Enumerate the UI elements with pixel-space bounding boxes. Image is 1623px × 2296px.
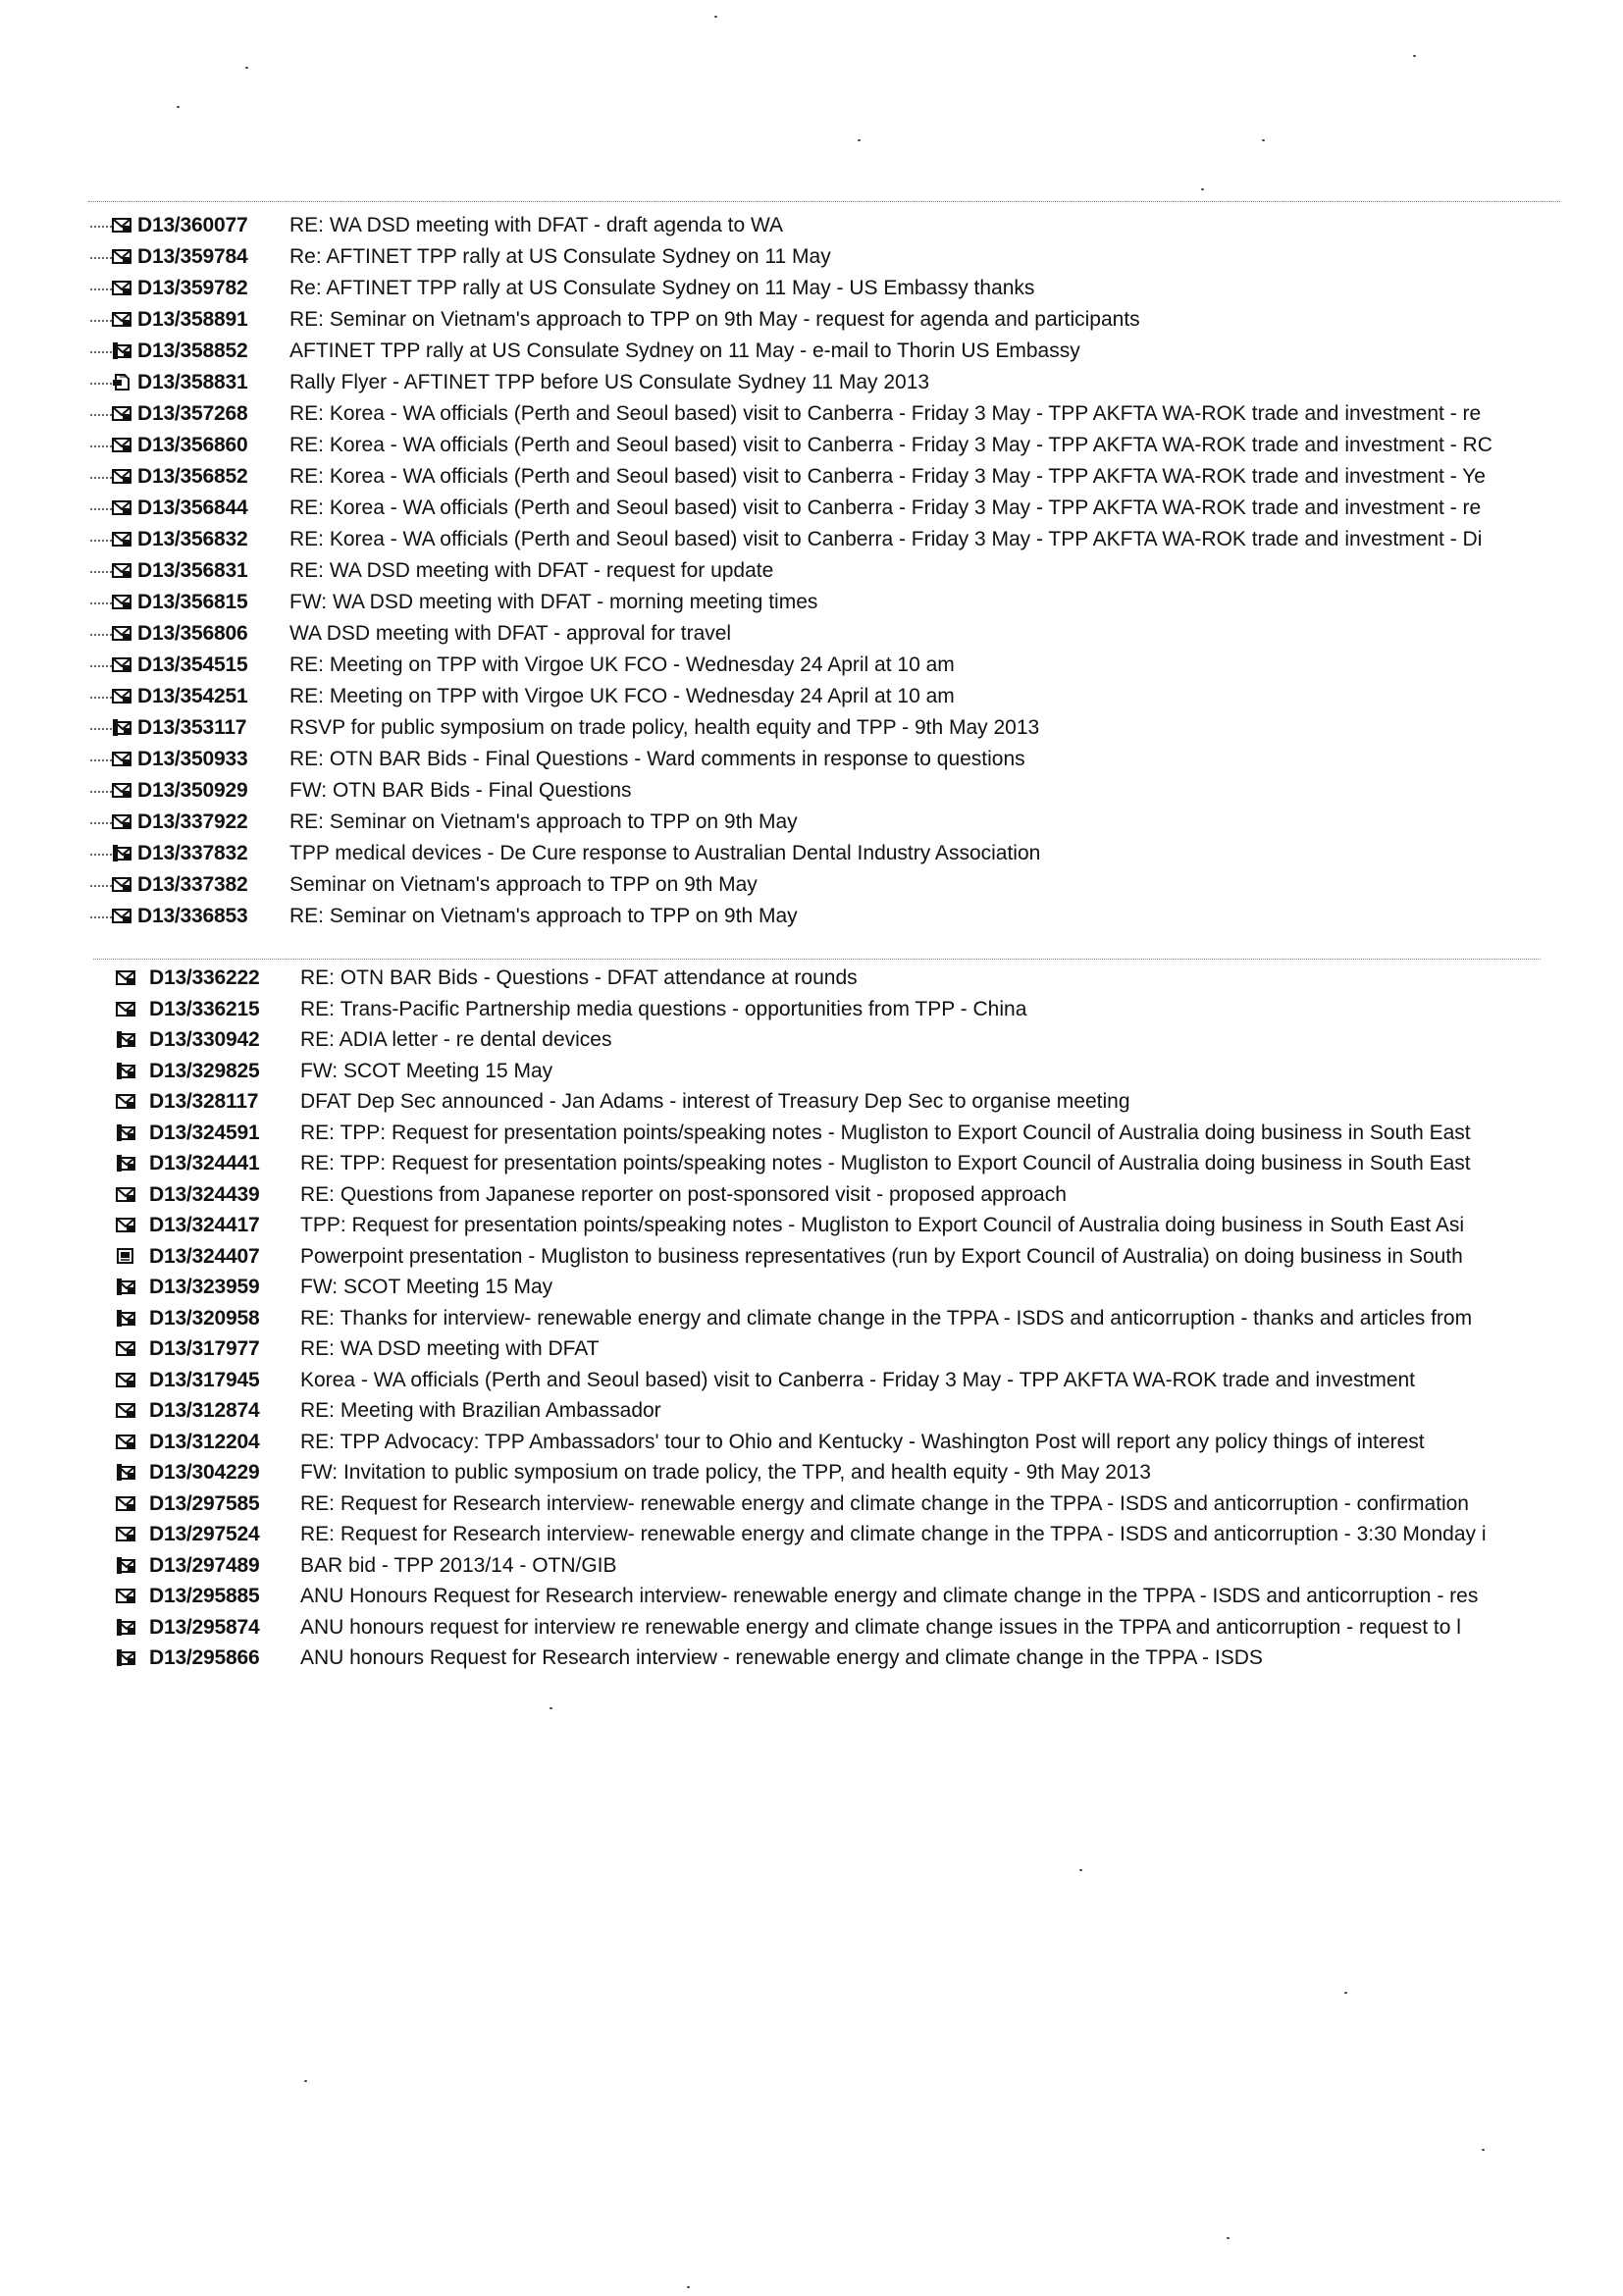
document-row[interactable] bbox=[0, 650, 1623, 681]
document-title: FW: WA DSD meeting with DFAT - morning meeting times bbox=[289, 591, 818, 613]
document-title: RE: Seminar on Vietnam's approach to TPP on 9th May - request for agenda and participants bbox=[289, 308, 1140, 331]
email-icon bbox=[112, 405, 131, 422]
document-id: D13/328117 bbox=[149, 1090, 259, 1113]
email-icon bbox=[112, 311, 131, 328]
document-row[interactable] bbox=[0, 555, 1623, 587]
document-title: RE: TPP Advocacy: TPP Ambassadors' tour to Ohio and Kentucky - Washington Post will report any policy things of interest bbox=[300, 1430, 1425, 1453]
document-title: RE: Meeting on TPP with Virgoe UK FCO - Wednesday 24 April at 10 am bbox=[289, 685, 955, 707]
document-title: FW: OTN BAR Bids - Final Questions bbox=[289, 779, 632, 802]
email-icon bbox=[116, 1217, 135, 1233]
document-title: RE: TPP: Request for presentation points/speaking notes - Mugliston to Export Council of Australia doing business in South East bbox=[300, 1152, 1471, 1174]
email-attachment-icon bbox=[116, 1031, 135, 1048]
document-row[interactable] bbox=[0, 1457, 1623, 1488]
email-icon bbox=[116, 1186, 135, 1203]
email-icon bbox=[112, 562, 131, 579]
email-icon bbox=[112, 248, 131, 265]
document-id: D13/323959 bbox=[149, 1276, 260, 1298]
section-divider bbox=[93, 959, 1541, 960]
document-row[interactable] bbox=[0, 336, 1623, 367]
document-title: RSVP for public symposium on trade policy, health equity and TPP - 9th May 2013 bbox=[289, 716, 1040, 739]
document-id: D13/354515 bbox=[137, 653, 248, 676]
document-row[interactable] bbox=[0, 901, 1623, 932]
tree-connector bbox=[90, 571, 112, 573]
document-row[interactable] bbox=[0, 869, 1623, 901]
document-title: FW: SCOT Meeting 15 May bbox=[300, 1059, 553, 1082]
document-row[interactable] bbox=[0, 587, 1623, 618]
email-attachment-icon bbox=[116, 1310, 135, 1327]
document-row[interactable] bbox=[0, 1519, 1623, 1550]
document-id: D13/357268 bbox=[137, 402, 248, 425]
document-title: TPP: Request for presentation points/speaking notes - Mugliston to Export Council of Australia doing business in South East Asi bbox=[300, 1214, 1464, 1236]
document-title: RE: TPP: Request for presentation points/speaking notes - Mugliston to Export Council of Australia doing business in South East bbox=[300, 1121, 1471, 1144]
document-row[interactable] bbox=[0, 241, 1623, 273]
document-id: D13/356806 bbox=[137, 622, 248, 645]
email-attachment-icon bbox=[116, 1649, 135, 1666]
document-row[interactable] bbox=[0, 493, 1623, 524]
document-row[interactable] bbox=[0, 398, 1623, 430]
tree-connector bbox=[90, 508, 112, 510]
tree-connector bbox=[90, 288, 112, 290]
email-icon bbox=[112, 499, 131, 516]
tree-connector bbox=[90, 916, 112, 918]
document-row[interactable] bbox=[0, 1427, 1623, 1458]
tree-connector bbox=[90, 383, 112, 385]
document-id: D13/359782 bbox=[137, 277, 248, 299]
document-row[interactable] bbox=[0, 1488, 1623, 1520]
email-icon bbox=[116, 1434, 135, 1450]
document-id: D13/358852 bbox=[137, 339, 248, 362]
email-icon bbox=[112, 908, 131, 924]
document-title: RE: Korea - WA officials (Perth and Seoul based) visit to Canberra - Friday 3 May - TPP AKFTA WA-ROK trade and investment - Ye bbox=[289, 465, 1486, 488]
email-icon bbox=[112, 751, 131, 767]
document-id: D13/337382 bbox=[137, 873, 248, 896]
tree-connector bbox=[90, 634, 112, 636]
document-id: D13/324417 bbox=[149, 1214, 260, 1236]
email-attachment-icon bbox=[116, 1619, 135, 1636]
document-row[interactable] bbox=[0, 807, 1623, 838]
document-title: ANU Honours Request for Research interview- renewable energy and climate change in the TPPA - ISDS and anticorruption - res bbox=[300, 1585, 1479, 1607]
presentation-icon bbox=[116, 1248, 135, 1265]
tree-connector bbox=[90, 540, 112, 542]
document-id: D13/304229 bbox=[149, 1461, 260, 1484]
email-icon bbox=[116, 1001, 135, 1018]
document-title: TPP medical devices - De Cure response to Australian Dental Industry Association bbox=[289, 842, 1041, 864]
document-id: D13/359784 bbox=[137, 245, 248, 268]
tree-connector bbox=[90, 728, 112, 730]
email-icon bbox=[112, 876, 131, 893]
document-id: D13/317945 bbox=[149, 1368, 260, 1391]
document-row[interactable] bbox=[0, 712, 1623, 744]
email-attachment-icon bbox=[112, 719, 131, 736]
document-title: RE: OTN BAR Bids - Final Questions - Ward comments in response to questions bbox=[289, 748, 1025, 770]
document-id: D13/329825 bbox=[149, 1059, 260, 1082]
document-id: D13/337832 bbox=[137, 842, 248, 864]
tree-connector bbox=[90, 226, 112, 228]
document-title: RE: Korea - WA officials (Perth and Seoul based) visit to Canberra - Friday 3 May - TPP AKFTA WA-ROK trade and investment - re bbox=[289, 496, 1482, 519]
document-title: Rally Flyer - AFTINET TPP before US Consulate Sydney 11 May 2013 bbox=[289, 371, 930, 393]
document-title: RE: ADIA letter - re dental devices bbox=[300, 1028, 612, 1051]
email-icon bbox=[116, 1372, 135, 1388]
document-row[interactable] bbox=[0, 1210, 1623, 1241]
email-icon bbox=[112, 531, 131, 548]
document-title: RE: Korea - WA officials (Perth and Seoul based) visit to Canberra - Friday 3 May - TPP AKFTA WA-ROK trade and investment - Di bbox=[289, 528, 1483, 550]
document-row[interactable] bbox=[0, 304, 1623, 336]
document-title: RE: Meeting with Brazilian Ambassador bbox=[300, 1399, 661, 1422]
email-icon bbox=[116, 1588, 135, 1604]
document-list-section-2 bbox=[0, 963, 1623, 1674]
document-row[interactable] bbox=[0, 273, 1623, 304]
document-row[interactable] bbox=[0, 1086, 1623, 1118]
tree-connector bbox=[90, 320, 112, 322]
document-title: RE: Seminar on Vietnam's approach to TPP on 9th May bbox=[289, 810, 798, 833]
document-title: RE: Meeting on TPP with Virgoe UK FCO - Wednesday 24 April at 10 am bbox=[289, 653, 955, 676]
document-row[interactable] bbox=[0, 838, 1623, 869]
email-attachment-icon bbox=[116, 1278, 135, 1295]
document-title: Seminar on Vietnam's approach to TPP on 9th May bbox=[289, 873, 758, 896]
document-title: RE: Seminar on Vietnam's approach to TPP on 9th May bbox=[289, 905, 798, 927]
email-attachment-icon bbox=[116, 1124, 135, 1141]
document-title: ANU honours Request for Research interview - renewable energy and climate change in the TPPA - ISDS bbox=[300, 1646, 1263, 1669]
email-icon bbox=[112, 656, 131, 673]
document-id: D13/295874 bbox=[149, 1615, 260, 1639]
email-icon bbox=[116, 1495, 135, 1512]
document-id: D13/356860 bbox=[137, 434, 248, 456]
top-divider bbox=[88, 201, 1560, 202]
document-id: D13/356844 bbox=[137, 496, 248, 519]
document-id: D13/360077 bbox=[137, 214, 248, 236]
email-icon bbox=[116, 969, 135, 986]
document-id: D13/356815 bbox=[137, 591, 248, 613]
email-attachment-icon bbox=[116, 1464, 135, 1481]
email-icon bbox=[112, 782, 131, 799]
email-attachment-icon bbox=[116, 1063, 135, 1079]
document-id: D13/336222 bbox=[149, 966, 260, 989]
document-id: D13/350929 bbox=[137, 779, 248, 802]
document-id: D13/312204 bbox=[149, 1430, 260, 1453]
document-id: D13/330942 bbox=[149, 1028, 260, 1051]
document-id: D13/297585 bbox=[149, 1491, 260, 1515]
document-id: D13/297489 bbox=[149, 1553, 260, 1577]
tree-connector bbox=[90, 854, 112, 856]
email-attachment-icon bbox=[112, 342, 131, 359]
tree-connector bbox=[90, 791, 112, 793]
document-title: BAR bid - TPP 2013/14 - OTN/GIB bbox=[300, 1553, 617, 1577]
document-title: DFAT Dep Sec announced - Jan Adams - interest of Treasury Dep Sec to organise meeting bbox=[300, 1090, 1130, 1113]
document-id: D13/358831 bbox=[137, 371, 248, 393]
document-row[interactable] bbox=[0, 994, 1623, 1025]
tree-connector bbox=[90, 602, 112, 604]
tree-connector bbox=[90, 414, 112, 416]
document-title: ANU honours request for interview re renewable energy and climate change issues in the TPPA and anticorruption - request to l bbox=[300, 1615, 1461, 1639]
document-title: RE: WA DSD meeting with DFAT - draft agenda to WA bbox=[289, 214, 784, 236]
document-id: D13/297524 bbox=[149, 1523, 260, 1545]
document-title: RE: Questions from Japanese reporter on post-sponsored visit - proposed approach bbox=[300, 1182, 1067, 1206]
document-row[interactable] bbox=[0, 1179, 1623, 1211]
document-title: Re: AFTINET TPP rally at US Consulate Sydney on 11 May - US Embassy thanks bbox=[289, 277, 1035, 299]
tree-connector bbox=[90, 759, 112, 761]
document-id: D13/324407 bbox=[149, 1244, 260, 1268]
document-id: D13/356832 bbox=[137, 528, 248, 550]
document-row[interactable] bbox=[0, 1612, 1623, 1644]
document-title: RE: Korea - WA officials (Perth and Seoul based) visit to Canberra - Friday 3 May - TPP AKFTA WA-ROK trade and investment - RC bbox=[289, 434, 1492, 456]
email-attachment-icon bbox=[112, 845, 131, 861]
document-id: D13/350933 bbox=[137, 748, 248, 770]
document-title: Re: AFTINET TPP rally at US Consulate Sydney on 11 May bbox=[289, 245, 831, 268]
email-attachment-icon bbox=[116, 1155, 135, 1172]
email-icon bbox=[112, 688, 131, 704]
document-title: AFTINET TPP rally at US Consulate Sydney on 11 May - e-mail to Thorin US Embassy bbox=[289, 339, 1080, 362]
document-title: RE: Korea - WA officials (Perth and Seoul based) visit to Canberra - Friday 3 May - TPP AKFTA WA-ROK trade and investment - re bbox=[289, 402, 1482, 425]
email-icon bbox=[112, 813, 131, 830]
document-title: RE: WA DSD meeting with DFAT bbox=[300, 1337, 600, 1360]
document-row[interactable] bbox=[0, 1581, 1623, 1612]
document-id: D13/295866 bbox=[149, 1646, 260, 1669]
document-row[interactable] bbox=[0, 775, 1623, 807]
document-row[interactable] bbox=[0, 1118, 1623, 1149]
document-title: FW: SCOT Meeting 15 May bbox=[300, 1276, 553, 1298]
document-row[interactable] bbox=[0, 1333, 1623, 1365]
document-title: RE: Trans-Pacific Partnership media questions - opportunities from TPP - China bbox=[300, 997, 1027, 1020]
document-id: D13/336853 bbox=[137, 905, 248, 927]
email-icon bbox=[112, 437, 131, 453]
document-title: RE: Request for Research interview- renewable energy and climate change in the TPPA - ISDS and anticorruption - confirmation bbox=[300, 1491, 1469, 1515]
document-id: D13/312874 bbox=[149, 1399, 260, 1422]
document-id: D13/337922 bbox=[137, 810, 248, 833]
email-icon bbox=[116, 1093, 135, 1110]
document-id: D13/356831 bbox=[137, 559, 248, 582]
tree-connector bbox=[90, 477, 112, 479]
document-id: D13/317977 bbox=[149, 1337, 260, 1360]
document-id: D13/354251 bbox=[137, 685, 248, 707]
pdf-document-icon bbox=[112, 374, 131, 391]
document-row[interactable] bbox=[0, 461, 1623, 493]
document-id: D13/324439 bbox=[149, 1182, 260, 1206]
tree-connector bbox=[90, 822, 112, 824]
document-id: D13/336215 bbox=[149, 997, 260, 1020]
document-row[interactable] bbox=[0, 524, 1623, 555]
email-icon bbox=[112, 280, 131, 296]
document-id: D13/295885 bbox=[149, 1585, 260, 1607]
document-id: D13/324591 bbox=[149, 1121, 260, 1144]
document-row[interactable] bbox=[0, 1056, 1623, 1087]
email-icon bbox=[112, 594, 131, 610]
document-row[interactable] bbox=[0, 1365, 1623, 1396]
document-id: D13/320958 bbox=[149, 1306, 260, 1330]
tree-connector bbox=[90, 665, 112, 667]
document-row[interactable] bbox=[0, 430, 1623, 461]
tree-connector bbox=[90, 445, 112, 447]
tree-connector bbox=[90, 697, 112, 699]
document-title: RE: Request for Research interview- renewable energy and climate change in the TPPA - ISDS and anticorruption - 3:30 Monday i bbox=[300, 1523, 1487, 1545]
document-row[interactable] bbox=[0, 210, 1623, 241]
document-row[interactable] bbox=[0, 1241, 1623, 1273]
document-row[interactable] bbox=[0, 1272, 1623, 1303]
document-title: Korea - WA officials (Perth and Seoul based) visit to Canberra - Friday 3 May - TPP AKFTA WA-ROK trade and investment bbox=[300, 1368, 1416, 1391]
document-row[interactable] bbox=[0, 1395, 1623, 1427]
document-row[interactable] bbox=[0, 1024, 1623, 1056]
document-title: Powerpoint presentation - Mugliston to business representatives (run by Export Council of Australia) on doing business in South bbox=[300, 1244, 1463, 1268]
email-icon bbox=[112, 625, 131, 642]
document-title: RE: OTN BAR Bids - Questions - DFAT attendance at rounds bbox=[300, 966, 858, 989]
tree-connector bbox=[90, 351, 112, 353]
document-row[interactable] bbox=[0, 1148, 1623, 1179]
document-id: D13/324441 bbox=[149, 1152, 260, 1174]
document-row[interactable] bbox=[0, 367, 1623, 398]
document-row[interactable] bbox=[0, 1303, 1623, 1334]
document-row[interactable] bbox=[0, 681, 1623, 712]
email-icon bbox=[116, 1340, 135, 1357]
document-list-section-1 bbox=[0, 210, 1623, 932]
document-id: D13/356852 bbox=[137, 465, 248, 488]
document-id: D13/353117 bbox=[137, 716, 247, 739]
document-row[interactable] bbox=[0, 963, 1623, 994]
document-row[interactable] bbox=[0, 1643, 1623, 1674]
document-title: RE: WA DSD meeting with DFAT - request for update bbox=[289, 559, 774, 582]
document-title: FW: Invitation to public symposium on trade policy, the TPP, and health equity - 9th May 2013 bbox=[300, 1461, 1151, 1484]
tree-connector bbox=[90, 885, 112, 887]
email-icon bbox=[112, 217, 131, 234]
document-row[interactable] bbox=[0, 618, 1623, 650]
document-title: RE: Thanks for interview- renewable energy and climate change in the TPPA - ISDS and anticorruption - thanks and articles from bbox=[300, 1306, 1473, 1330]
document-id: D13/358891 bbox=[137, 308, 248, 331]
tree-connector bbox=[90, 257, 112, 259]
email-icon bbox=[116, 1402, 135, 1419]
document-title: WA DSD meeting with DFAT - approval for travel bbox=[289, 622, 732, 645]
document-row[interactable] bbox=[0, 1550, 1623, 1582]
email-icon bbox=[112, 468, 131, 485]
document-row[interactable] bbox=[0, 744, 1623, 775]
email-attachment-icon bbox=[116, 1557, 135, 1574]
email-icon bbox=[116, 1526, 135, 1542]
